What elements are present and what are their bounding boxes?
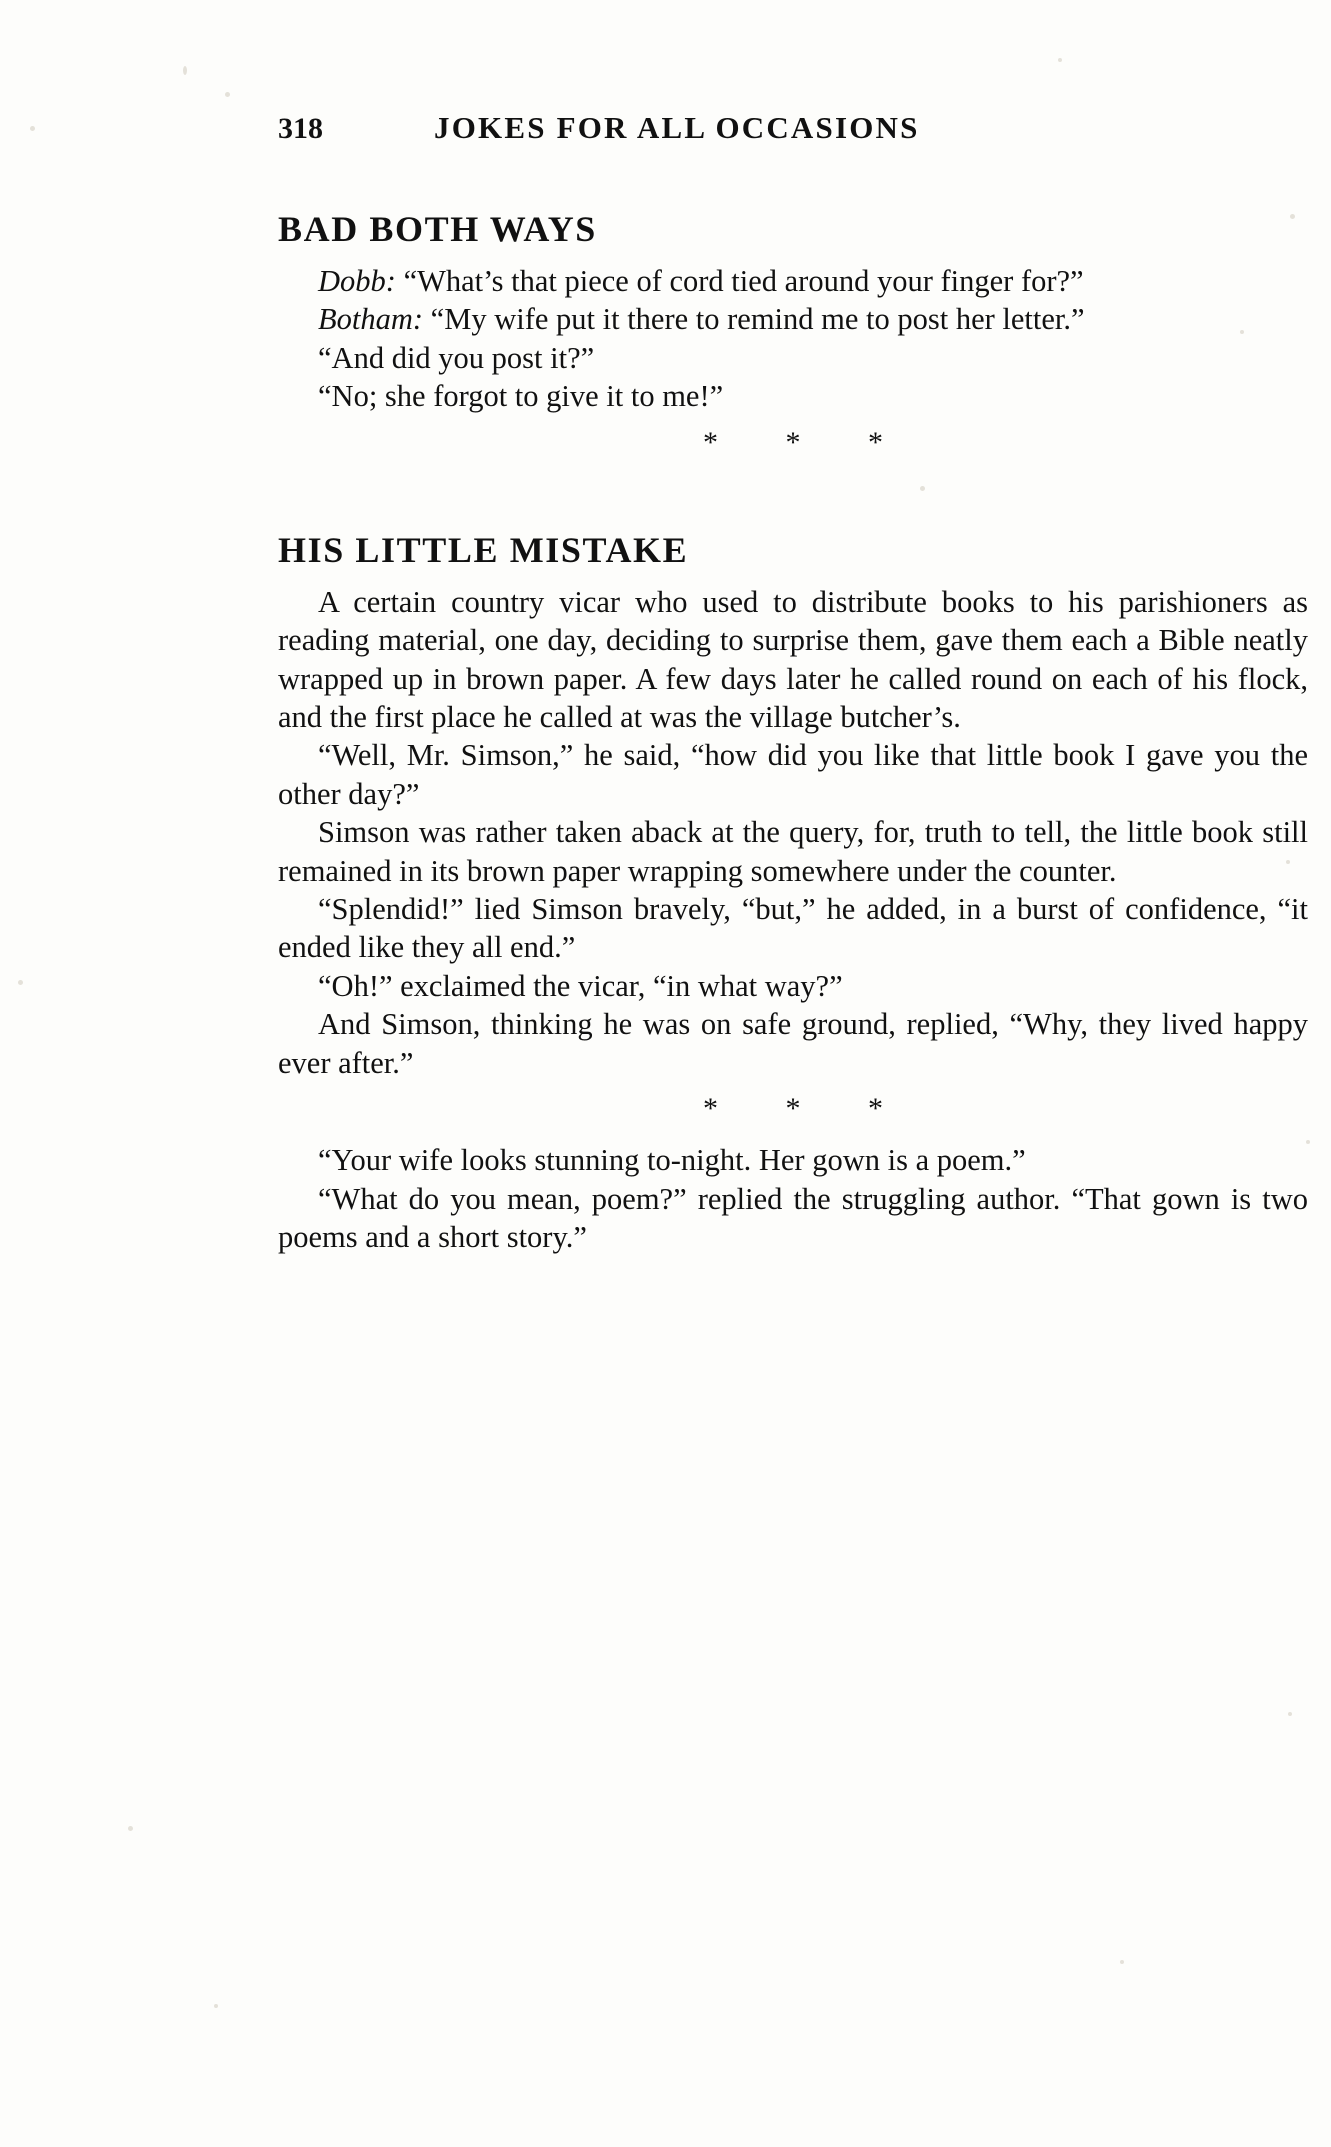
paragraph-text: Simson was rather taken aback at the query, for, truth to tell, the little book still remained in its brown paper wrapping somewhere under the counter. (278, 815, 1308, 888)
paragraph (278, 736, 1308, 813)
running-head (278, 110, 1308, 146)
section-divider: * * * (703, 1092, 913, 1126)
paragraph (278, 967, 1308, 1005)
paragraph (278, 1141, 1308, 1179)
paragraph-text: “No; she forgot to give it to me!” (318, 379, 724, 414)
speaker-label: Botham: (318, 302, 424, 337)
paragraph (278, 1180, 1308, 1257)
section-heading-1: BAD BOTH WAYS (278, 209, 597, 249)
paragraph-text: “Splendid!” lied Simson bravely, “but,” he added, in a burst of confidence, “it ended like they all end.” (278, 892, 1308, 965)
paragraph (278, 262, 1308, 300)
paragraph-text: “Your wife looks stunning to-night. Her gown is a poem.” (318, 1143, 1026, 1178)
paragraph (278, 813, 1308, 890)
page-content (278, 110, 1308, 1256)
section-heading-2: HIS LITTLE MISTAKE (278, 529, 689, 570)
running-title: JOKES FOR ALL OCCASIONS (434, 110, 920, 145)
paragraph-text: And Simson, thinking he was on safe ground, replied, “Why, they lived happy ever after.” (278, 1007, 1308, 1080)
section-divider: * * * (703, 425, 913, 459)
page-number: 318 (278, 112, 323, 145)
speaker-label: Dobb: (318, 264, 396, 298)
paragraph-text: “Oh!” exclaimed the vicar, “in what way?” (318, 968, 843, 1003)
paragraph-text: “Well, Mr. Simson,” he said, “how did you like that little book I gave you the other day?” (278, 738, 1308, 811)
paragraph (278, 377, 1308, 415)
paragraph (278, 890, 1308, 967)
paragraph-text: A certain country vicar who used to distribute books to his parishioners as reading material, one day, deciding to surprise them, gave them each a Bible neatly wrapped up in brown paper. A few days later he called round on each of his flock, and the first place he called at was the village butcher’s. (278, 584, 1308, 734)
paragraph-text: “What do you mean, poem?” replied the struggling author. “That gown is two poems and a short story.” (278, 1181, 1308, 1255)
paragraph (278, 583, 1308, 737)
paragraph-text: “My wife put it there to remind me to post her letter.” (423, 302, 1085, 337)
paragraph (278, 1005, 1308, 1082)
paragraph-text: “And did you post it?” (318, 340, 595, 375)
paragraph-text: “What’s that piece of cord tied around your finger for?” (395, 264, 1084, 298)
paragraph (278, 300, 1308, 338)
paragraph (278, 339, 1308, 377)
